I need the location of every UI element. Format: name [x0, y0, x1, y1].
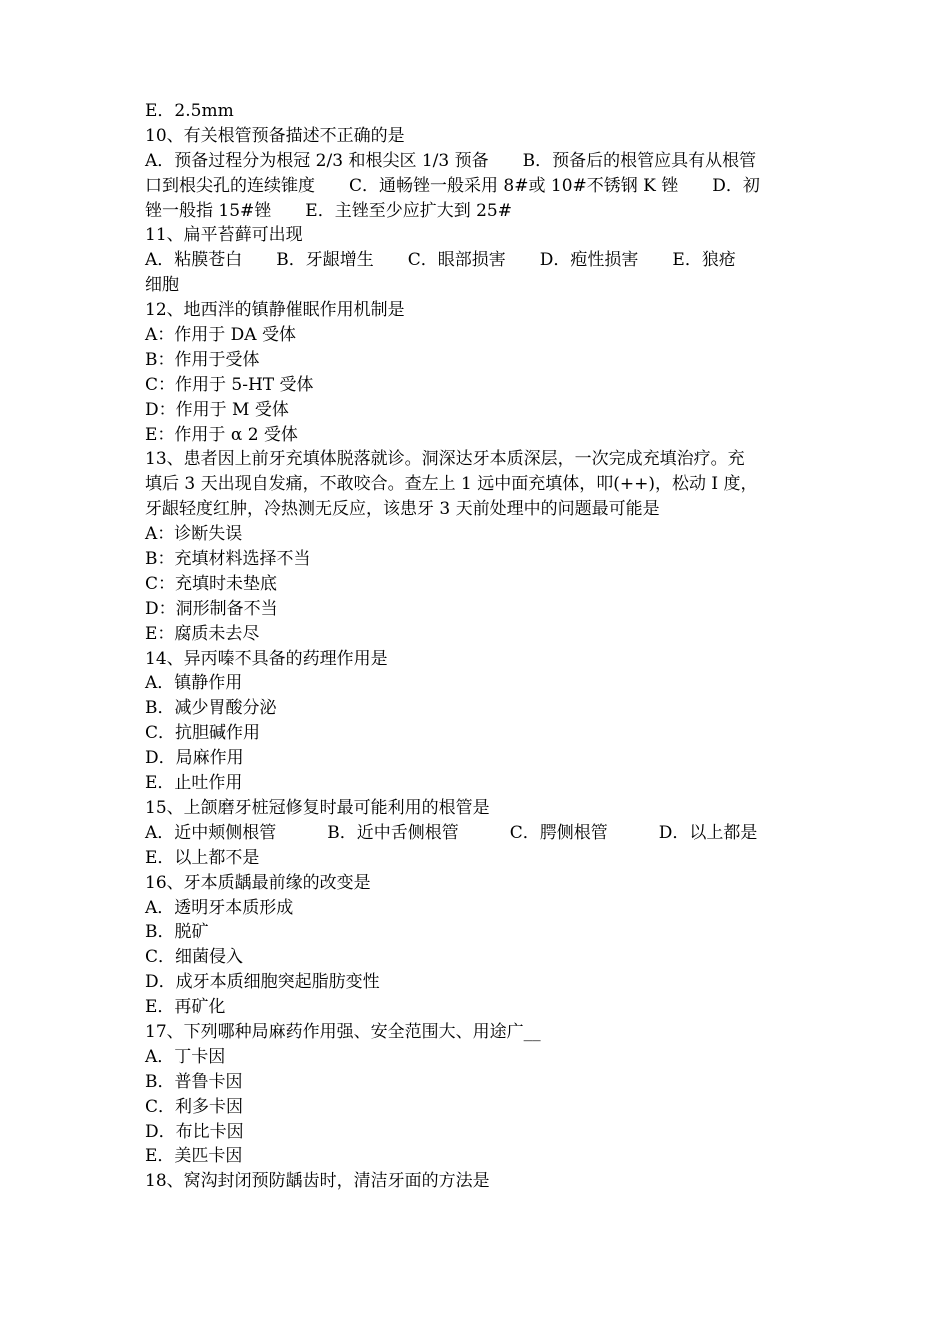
option-line: A：作用于 DA 受体 — [145, 325, 296, 346]
option-line: D：作用于 M 受体 — [145, 399, 289, 420]
option-line: B．脱矿 — [145, 922, 209, 943]
question-17: 17、下列哪种局麻药作用强、安全范围大、用途广__ — [145, 1021, 541, 1042]
option-line: B：充填材料选择不当 — [145, 549, 311, 570]
option-line: B：作用于受体 — [145, 349, 260, 370]
option-line: C．利多卡因 — [145, 1096, 244, 1117]
option-line: C．抗胆碱作用 — [145, 723, 261, 744]
question-14: 14、异丙嗪不具备的药理作用是 — [145, 648, 388, 669]
option-line: E．止吐作用 — [145, 773, 243, 794]
question-13-continued: 填后 3 天出现自发痛，不敢咬合。查左上 1 远中面充填体，叩(++)，松动 I 度， — [145, 474, 758, 495]
option-line: E．2.5mm — [145, 101, 234, 121]
option-line: D．布比卡因 — [145, 1121, 244, 1142]
option-line: E．再矿化 — [145, 997, 226, 1018]
option-line: 口到根尖孔的连续锥度 C．通畅锉一般采用 8#或 10#不锈钢 K 锉 D．初 — [145, 175, 760, 196]
option-line: D．局麻作用 — [145, 748, 244, 769]
question-13: 13、患者因上前牙充填体脱落就诊。洞深达牙本质深层，一次完成充填治疗。充 — [145, 449, 745, 470]
option-line: 细胞 — [145, 275, 179, 296]
question-10: 10、有关根管预备描述不正确的是 — [145, 125, 405, 146]
option-line: E：作用于 α 2 受体 — [145, 424, 298, 445]
option-line: A．镇静作用 — [145, 673, 243, 694]
option-line: D：洞形制备不当 — [145, 598, 278, 619]
option-line: A．近中颊侧根管 B．近中舌侧根管 C．腭侧根管 D．以上都是 — [145, 822, 758, 843]
option-line: A．预备过程分为根冠 2/3 和根尖区 1/3 预备 B．预备后的根管应具有从根管 — [145, 150, 757, 171]
question-12: 12、地西泮的镇静催眠作用机制是 — [145, 300, 405, 321]
question-11: 11、扁平苔藓可出现 — [145, 225, 303, 246]
option-line: A．粘膜苍白 B．牙龈增生 C．眼部损害 D．疱性损害 E．狼疮 — [145, 250, 736, 271]
option-line: A：诊断失误 — [145, 524, 243, 545]
option-line: D．成牙本质细胞突起脂肪变性 — [145, 972, 380, 993]
option-line: B．减少胃酸分泌 — [145, 698, 277, 719]
question-18: 18、窝沟封闭预防龋齿时，清洁牙面的方法是 — [145, 1171, 490, 1192]
question-15: 15、上颌磨牙桩冠修复时最可能利用的根管是 — [145, 797, 490, 818]
option-line: C：充填时未垫底 — [145, 573, 278, 594]
option-line: E．美匹卡因 — [145, 1146, 243, 1167]
option-line: A．丁卡因 — [145, 1046, 226, 1067]
option-line: A．透明牙本质形成 — [145, 897, 294, 918]
option-line: 锉一般指 15#锉 E．主锉至少应扩大到 25# — [145, 200, 512, 221]
option-line: C．细菌侵入 — [145, 947, 244, 968]
option-line: E．以上都不是 — [145, 847, 260, 868]
option-line: C：作用于 5-HT 受体 — [145, 374, 314, 395]
question-13-continued: 牙龈轻度红肿，冷热测无反应，该患牙 3 天前处理中的问题最可能是 — [145, 499, 660, 520]
option-line: E：腐质未去尽 — [145, 623, 260, 644]
question-16: 16、牙本质龋最前缘的改变是 — [145, 872, 371, 893]
document-page — [145, 99, 817, 1194]
option-line: B．普鲁卡因 — [145, 1071, 243, 1092]
